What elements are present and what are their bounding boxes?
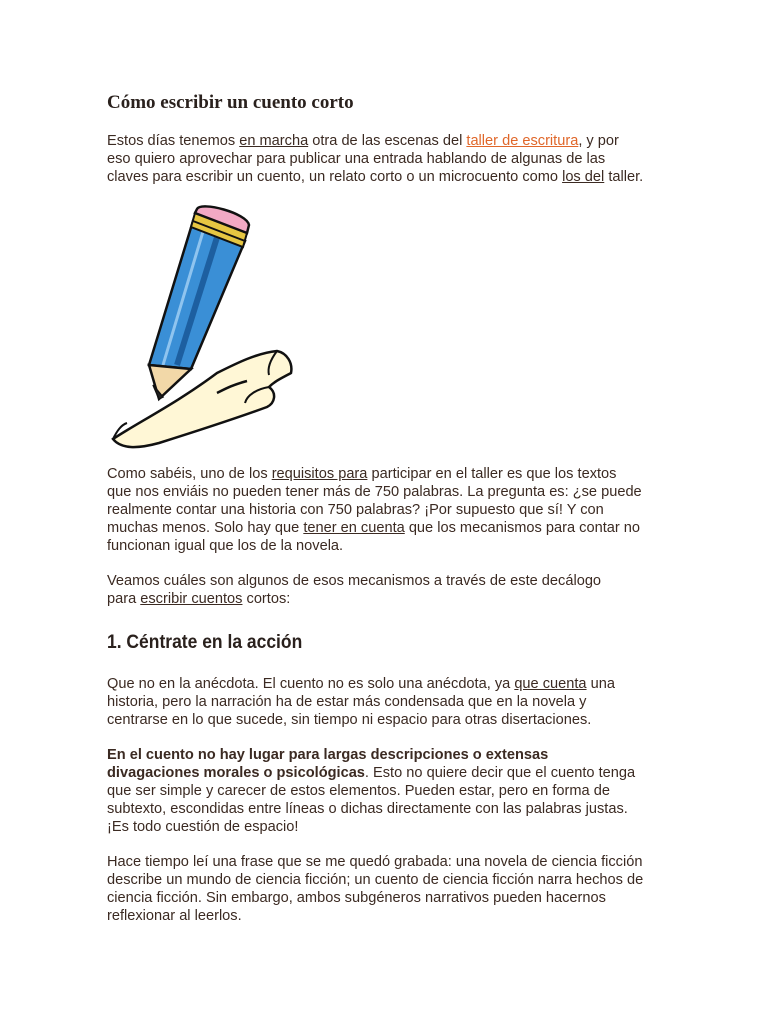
link-en-marcha[interactable]: en marcha (239, 133, 309, 149)
text: ciencia ficción. Sin embargo, ambos subgéneros narrativos pueden hacernos (107, 890, 606, 906)
text: que nos enviáis no pueden tener más de 750 palabras. La pregunta es: ¿se puede (107, 484, 642, 500)
text: que los mecanismos para contar no (404, 520, 641, 536)
link-que-cuenta[interactable]: que cuenta (514, 676, 587, 692)
text: Que no en la anécdota. El cuento no es solo una anécdota, ya (107, 676, 515, 692)
text: taller. (604, 169, 644, 185)
text: realmente contar una historia con 750 palabras? ¡Por supuesto que sí! Y con (107, 502, 604, 518)
text: claves para escribir un cuento, un relato corto o un microcuento como (107, 169, 563, 185)
text: Estos días tenemos (107, 133, 240, 149)
link-requisitos-para[interactable]: requisitos para (271, 466, 368, 482)
text: subtexto, escondidas entre líneas o dichas directamente con las palabras justas. (107, 801, 628, 817)
text: ¡Es todo cuestión de espacio! (107, 819, 299, 835)
intro-paragraph (107, 132, 667, 186)
text: centrarse en lo que sucede, sin tiempo ni espacio para otras disertaciones. (107, 712, 592, 728)
text: reflexionar al leerlos. (107, 908, 242, 924)
section-paragraph-3 (107, 853, 667, 925)
text: funcionan igual que los de la novela. (107, 538, 344, 554)
paper-sheet (113, 351, 291, 447)
page-title: Cómo escribir un cuento corto (107, 92, 354, 113)
section-paragraph-1 (107, 675, 667, 729)
pencil-and-paper-illustration (107, 203, 297, 450)
bold-text: En el cuento no hay lugar para largas descripciones o extensas (107, 747, 549, 763)
requirements-paragraph (107, 465, 667, 555)
section-heading: 1. Céntrate en la acción (107, 632, 303, 653)
link-escribir-cuentos[interactable]: escribir cuentos (140, 591, 243, 607)
text: muchas menos. Solo hay que (107, 520, 304, 536)
text: . Esto no quiere decir que el cuento tenga (364, 765, 636, 781)
link-los-del[interactable]: los del (562, 169, 605, 185)
text: Como sabéis, uno de los (107, 466, 272, 482)
text: Veamos cuáles son algunos de esos mecanismos a través de este decálogo (107, 573, 602, 589)
text: participar en el taller es que los textos (367, 466, 617, 482)
text: describe un mundo de ciencia ficción; un cuento de ciencia ficción narra hechos de (107, 872, 644, 888)
text: historia, pero la narración ha de estar más condensada que en la novela y (107, 694, 587, 710)
link-taller-de-escritura[interactable]: taller de escritura (466, 133, 579, 149)
decalogue-intro-paragraph (107, 572, 667, 608)
text: Hace tiempo leí una frase que se me quedó grabada: una novela de ciencia ficción (107, 854, 643, 870)
text: una (586, 676, 615, 692)
text: eso quiero aprovechar para publicar una entrada hablando de algunas de las (107, 151, 606, 167)
link-tener-en-cuenta[interactable]: tener en cuenta (303, 520, 405, 536)
text: otra de las escenas del (308, 133, 467, 149)
text: cortos: (242, 591, 291, 607)
text: que ser simple y carecer de estos elementos. Pueden estar, pero en forma de (107, 783, 610, 799)
section-paragraph-2 (107, 746, 667, 836)
text: para (107, 591, 141, 607)
text: , y por (578, 133, 619, 149)
bold-text: divagaciones morales o psicológicas (107, 765, 365, 781)
